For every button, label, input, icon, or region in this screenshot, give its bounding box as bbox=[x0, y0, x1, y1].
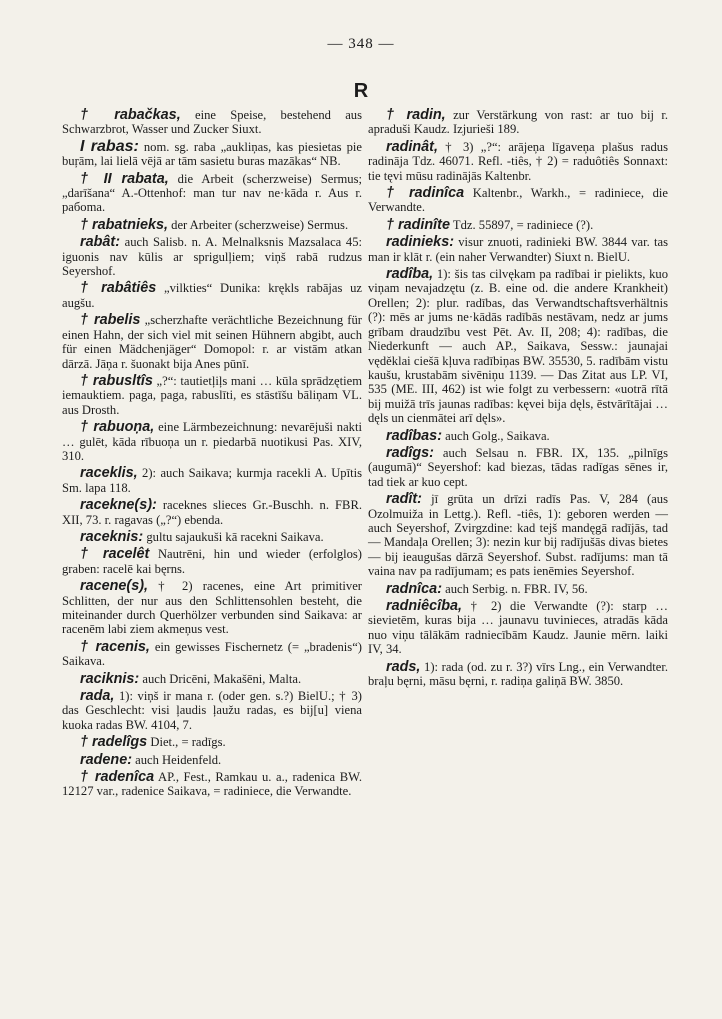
entry-headword: radîgs: bbox=[386, 444, 434, 461]
dictionary-entry bbox=[368, 599, 668, 657]
entry-headword: racekne(s): bbox=[80, 497, 157, 514]
dictionary-entry bbox=[62, 547, 362, 576]
entry-text: AP., Fest., Ramkau u. a., radenica BW. 12127 var., radenice Saikava, = radiniece, die Verwandte. bbox=[62, 770, 362, 799]
dictionary-entry bbox=[368, 446, 668, 489]
entry-headword: † radin, bbox=[386, 107, 446, 123]
entry-headword: † radelîgs bbox=[80, 734, 148, 751]
entry-headword: † rabâtiês bbox=[80, 280, 157, 297]
entry-text: auch Heidenfeld. bbox=[131, 752, 222, 767]
entry-text: auch Selsau n. FBR. IX, 135. „pilnīgs (augumā)“ Seyershof: kad biezas, tādas radīgas sēnes ir, tad tiek ar kuo cept. bbox=[368, 445, 668, 489]
dictionary-entry bbox=[62, 498, 362, 527]
entry-headword: rabât: bbox=[80, 234, 120, 251]
dictionary-entry bbox=[368, 108, 668, 137]
entry-text: visur znuoti, radinieki BW. 3844 var. tas man ir klāt r. (ein naher Verwandter) Siuxt n. BielU. bbox=[368, 235, 668, 264]
entry-headword: † radenîca bbox=[80, 769, 155, 786]
entry-headword: † radinîca bbox=[386, 185, 465, 202]
entry-headword: † II rabata, bbox=[80, 170, 169, 187]
dictionary-entry bbox=[368, 140, 668, 183]
dictionary-entry bbox=[62, 672, 362, 686]
entry-text: Diet., = radīgs. bbox=[147, 735, 226, 750]
entry-headword: rads, bbox=[386, 658, 421, 675]
entry-headword: † rabuoņa, bbox=[80, 419, 155, 436]
entry-text: „scherzhafte verächtliche Bezeichnung für einen Hahn, der sich viel mit seinen Hühnern abgibt, auch für einen Mädchenjäger“ Domopol: r. ar vistām atkan dārzā. Jāņa r. šuonakt bija Anes pūnī. bbox=[62, 313, 362, 371]
entry-text: auch Serbig. n. FBR. IV, 56. bbox=[441, 581, 588, 596]
entry-text: jī grūta un drīzi radīs Pas. V, 284 (aus Ozolmuiža in Lettg.). Refl. -tiês, 1): geboren werden — auch Seyershof, Zvirgzdine: kad tejš mandęgā radījās, tad — Mandaļa Orellen; 3): nezin kur bij radījušās divas bietes — bij ieaugušas dārzā Seyershof. Subst. radījums: man tā vaina nav pa radījumam; es pats ienēmies Seyershof. bbox=[368, 492, 668, 579]
entry-text: nom. sg. raba „aukliņas, kas piesietas pie buŗām, lai lielā vējā ar tām sasietu buras mazākas“ NB. bbox=[62, 139, 362, 169]
dictionary-entry bbox=[368, 267, 668, 425]
dictionary-entry bbox=[62, 281, 362, 310]
entry-headword: † racenis, bbox=[80, 638, 150, 655]
entry-headword: raceknis: bbox=[80, 528, 144, 545]
entry-text: † 2) racenes, eine Art primitiver Schlitten, der nur aus den Schlittensohlen besteht, die miteinander durch Querhölzer verbunden sind Saikava: ar racenēm labi ziem akmeņus vest. bbox=[62, 579, 362, 637]
dictionary-entry bbox=[368, 235, 668, 264]
dictionary-entry bbox=[62, 689, 362, 732]
dictionary-entry bbox=[62, 313, 362, 371]
entry-headword: radîba, bbox=[386, 266, 434, 283]
entry-headword: † racelêt bbox=[80, 546, 150, 563]
entry-headword: † rabelis bbox=[80, 312, 141, 329]
entry-headword: † rabatnieks, bbox=[80, 216, 168, 233]
entry-headword: † rabusltîs bbox=[80, 372, 153, 389]
dictionary-entry bbox=[368, 492, 668, 578]
entry-text: 1): viņš ir mana r. (oder gen. s.?) BielU.; † 3) das Geschlecht: visi ļaudis ļaužu radas, es bij[u] viena kuoka radas BW. 4104, 7. bbox=[62, 689, 362, 732]
dictionary-entry bbox=[62, 235, 362, 278]
entry-text: eine Speise, bestehend aus Schwarzbrot, Wasser und Zucker Siuxt. bbox=[62, 108, 362, 137]
entry-headword: radniêcîba, bbox=[386, 598, 462, 614]
dictionary-entry bbox=[368, 582, 668, 596]
section-letter: R bbox=[353, 80, 369, 102]
entry-text: die Arbeit (scherzweise) Sermus; „darīšana“ A.-Ottenhof: man tur nav ne·kāda r. Aus r. paбoma. bbox=[62, 171, 363, 215]
right-column bbox=[368, 108, 668, 691]
entry-headword: radinât, bbox=[386, 138, 438, 155]
dictionary-entry bbox=[62, 218, 362, 232]
dictionary-entry bbox=[62, 640, 362, 669]
left-column bbox=[62, 108, 362, 802]
dictionary-entry bbox=[368, 660, 668, 689]
entry-text: Kaltenbr., Warkh., = radiniece, die Verwandte. bbox=[368, 186, 668, 215]
dictionary-entry bbox=[62, 108, 362, 137]
entry-headword: raceklis, bbox=[80, 465, 138, 482]
entry-headword: rada, bbox=[80, 688, 115, 705]
dictionary-entry bbox=[62, 466, 362, 495]
entry-text: † 2) die Verwandte (?): starp … sievietēm, kuras bija … jaunavu tuvinieces, atradās kāda nuo viņu tālākām radniecībām Kaudz. Jaunie mērn. laiki IV, 34. bbox=[368, 599, 668, 657]
entry-text: Tdz. 55897, = radiniece (?). bbox=[449, 217, 594, 232]
entry-text: auch Salisb. n. A. Melnalksnis Mazsalaca 45: iguonis nav kūlis ar sprigulļiem; viņš rabā rudzus Seyershof. bbox=[62, 235, 362, 279]
dictionary-entry bbox=[368, 218, 668, 232]
dictionary-entry bbox=[62, 137, 362, 169]
dictionary-entry bbox=[62, 420, 362, 463]
entry-headword: † rabačkas, bbox=[80, 107, 181, 123]
entry-text: † 3) „?“: arājeņa līgaveņa plašus radus radināja Tdz. 46071. Refl. -tiês, † 2) = raduôtiês Sonnaxt: tie tęvi mūsu radinājās Kaltenbr. bbox=[368, 139, 668, 183]
entry-text: auch Dricēni, Makašēni, Malta. bbox=[139, 671, 302, 686]
entry-headword: radnîca: bbox=[386, 580, 442, 597]
dictionary-entry bbox=[368, 429, 668, 443]
entry-headword: raciknis: bbox=[80, 670, 140, 687]
dictionary-entry bbox=[62, 374, 362, 417]
entry-text: auch Golg., Saikava. bbox=[441, 428, 550, 443]
entry-text: ein gewisses Fischernetz (= „bradenis“) Saikava. bbox=[62, 639, 362, 669]
entry-text: 1): rada (od. zu r. 3?) vīrs Lng., ein Verwandter. braļu bęrni, māsu bęrni, r. radiņa galiņā BW. 3850. bbox=[368, 659, 668, 689]
entry-headword: radinieks: bbox=[386, 234, 454, 251]
entry-text: raceknes slieces Gr.-Buschh. n. FBR. XII, 73. r. ragavas („?“) ebenda. bbox=[62, 498, 362, 527]
entry-text: 2): auch Saikava; kurmja racekli A. Upītis Sm. lapa 118. bbox=[62, 466, 362, 495]
dictionary-entry bbox=[62, 770, 362, 799]
entry-headword: radît: bbox=[386, 491, 422, 508]
dictionary-entry bbox=[62, 753, 362, 767]
entry-text: „?“: tautietļiļs mani … kūla sprādzętiem iemauktiem. paga, paga, rabuslīti, es stāstīšu bāliņam VL. aus Drosth. bbox=[62, 373, 362, 417]
entry-headword: † radinîte bbox=[386, 216, 450, 233]
dictionary-entry bbox=[62, 735, 362, 749]
entry-text: zur Verstärkung von rast: ar tuo bij r. apraduši Kaudz. Izjurieši 189. bbox=[368, 108, 668, 137]
dictionary-entry bbox=[368, 186, 668, 215]
entry-headword: radîbas: bbox=[386, 427, 442, 444]
entry-text: der Arbeiter (scherzweise) Sermus. bbox=[168, 217, 349, 232]
entry-text: Nautrēni, hin und wieder (erfolglos) graben: racelē kai bęrns. bbox=[62, 547, 363, 576]
page-number: — 348 — bbox=[327, 36, 395, 52]
entry-text: 1): šis tas cilvękam pa radībai ir pielikts, kuo viņam nevajadzętu (z. B. eine od. die andere Krankheit) Orellen; 2): plur. radības, das Verwandtschaftsverhältnis (?): mēs ar jums ne·kādās radībās nestāvam, nedz ar jums grībam draudzību vest Pēt. Av. II, 208; 4): radības, die Niederkunft — auch AP., Saikava, Sessw.: jaunajai vęděklai ciešā kļuva radībiņas BW. 35530, 5. radībām vistu kaušu, krustabām sivēniņu 1139. — Das Zitat aus LP. VI, 535 (ME. III, 462) ist wie folgt zu verbessern: «uotrā rītā bij muižā trīs jaunas radības: kęvei bija dęls, ēstvārītājai … dęls un cienmātei arī dęls». bbox=[368, 267, 668, 426]
dictionary-entry bbox=[62, 530, 362, 544]
entry-headword: racene(s), bbox=[80, 578, 148, 595]
entry-headword: radene: bbox=[80, 751, 132, 768]
entry-text: eine Lärmbezeichnung: nevarējuši nakti … gulēt, kāda rībuoņa un r. piedarbā nuotikusi Pas. XIV, 310. bbox=[62, 420, 362, 463]
entry-text: gultu sajaukuši kā racekni Saikava. bbox=[143, 529, 324, 544]
dictionary-entry bbox=[62, 172, 362, 215]
entry-headword: I rabas: bbox=[80, 137, 139, 155]
entry-text: „vilkties“ Dunika: krękls rabājas uz augšu. bbox=[62, 281, 362, 310]
dictionary-entry bbox=[62, 579, 362, 637]
